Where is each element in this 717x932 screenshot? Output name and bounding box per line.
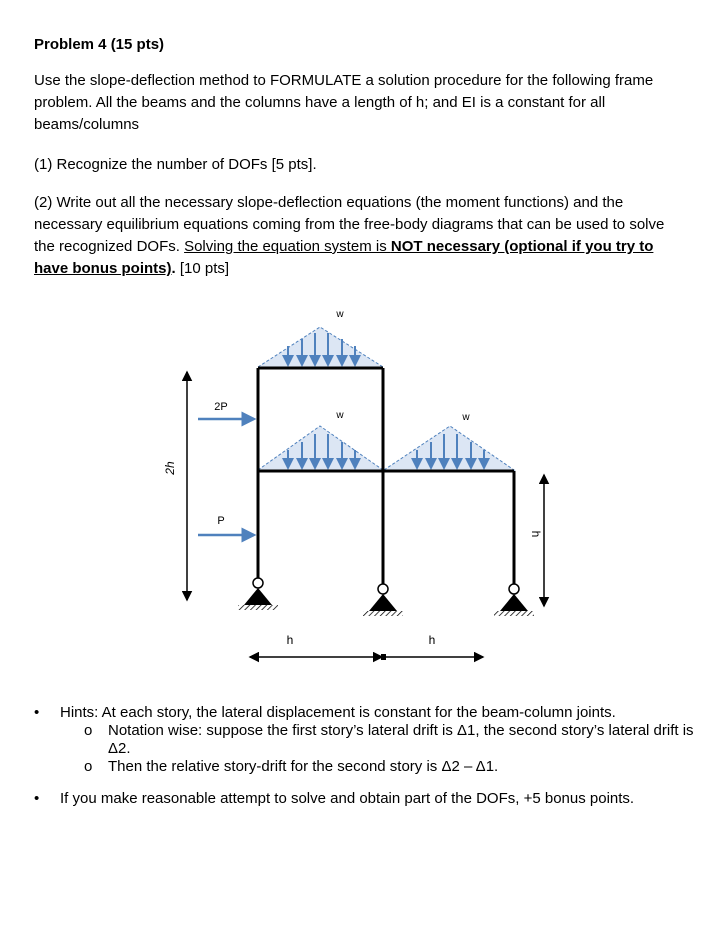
load-label-top: w bbox=[336, 309, 344, 320]
frame-diagram bbox=[0, 290, 717, 680]
question-2-note: Solving the equation system is bbox=[184, 238, 391, 255]
frame-members bbox=[258, 368, 514, 584]
hints-section bbox=[34, 704, 694, 808]
pin-support-left bbox=[238, 578, 278, 610]
dimension-label-h-bottom-right: h bbox=[428, 633, 436, 647]
question-2-points: [10 pts] bbox=[175, 260, 230, 277]
question-2-text: (2) Write out all the necessary slope-deflection equations (the moment functions) and the necessary equilibrium equations coming from the free-body diagrams that can be used to solve the recognized DOFs. bbox=[34, 194, 665, 255]
dimension-label-h-right: h bbox=[529, 530, 543, 538]
pin-support-middle bbox=[363, 584, 403, 616]
sub-bullet-icon: o bbox=[84, 758, 93, 775]
distributed-load-left bbox=[258, 426, 383, 470]
problem-intro: Use the slope-deflection method to FORMULATE a solution procedure for the following frame problem. All the beams and the columns have a length of h; and EI is a constant for all beams/columns bbox=[34, 72, 654, 133]
question-1: (1) Recognize the number of DOFs [5 pts]. bbox=[34, 156, 317, 173]
distributed-load-right bbox=[384, 426, 514, 470]
load-label-right: w bbox=[462, 412, 470, 423]
distributed-load-top bbox=[258, 327, 383, 367]
question-2-period: . bbox=[171, 260, 176, 277]
bonus-note: If you make reasonable attempt to solve and obtain part of the DOFs, +5 bonus points. bbox=[60, 790, 635, 807]
hint-notation: Notation wise: suppose the first story’s lateral drift is Δ1, the second story’s lateral drift is Δ2. bbox=[108, 722, 694, 757]
hint-main: Hints: At each story, the lateral displacement is constant for the beam-column joints. bbox=[60, 704, 616, 721]
question-2 bbox=[34, 192, 684, 280]
list-item bbox=[34, 722, 694, 758]
pin-support-right bbox=[494, 584, 534, 616]
sub-bullet-icon: o bbox=[84, 722, 93, 739]
list-item bbox=[34, 790, 694, 808]
load-label-left: w bbox=[336, 410, 344, 421]
bullet-icon: • bbox=[34, 790, 40, 807]
force-label-p: P bbox=[217, 515, 225, 527]
list-item bbox=[34, 704, 694, 722]
dimension-label-2h: 2h bbox=[163, 461, 177, 475]
question-2-note-emphasis: NOT necessary (optional if you try to have bonus points) bbox=[34, 238, 654, 277]
list-item bbox=[34, 758, 694, 776]
dimension-bottom bbox=[250, 654, 483, 660]
hint-relative-drift: Then the relative story-drift for the second story is Δ2 – Δ1. bbox=[108, 758, 499, 775]
problem-title: Problem 4 (15 pts) bbox=[34, 36, 165, 53]
dimension-label-h-bottom-left: h bbox=[286, 633, 294, 647]
bullet-icon: • bbox=[34, 704, 40, 721]
force-label-2p: 2P bbox=[214, 401, 228, 413]
